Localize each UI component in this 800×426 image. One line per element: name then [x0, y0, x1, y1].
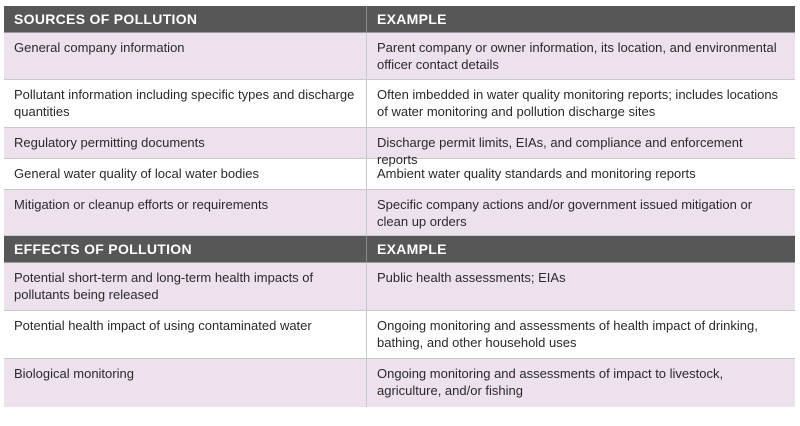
- table-row: [4, 311, 795, 359]
- source-cell: [4, 128, 367, 158]
- example-cell: [367, 128, 795, 167]
- example-cell: [367, 190, 795, 235]
- example-text: Public health assessments; EIAs: [377, 270, 566, 285]
- example-text: Ongoing monitoring and assessments of impact to livestock, agriculture, and/or fishing: [377, 366, 724, 398]
- header-example: EXAMPLE: [377, 240, 447, 257]
- table-header-sources: [4, 6, 795, 33]
- header-sources-of-pollution: SOURCES OF POLLUTION: [4, 6, 367, 32]
- effect-cell: [4, 263, 367, 310]
- source-cell: [4, 190, 367, 235]
- example-cell: [367, 33, 795, 79]
- header-effects-of-pollution: EFFECTS OF POLLUTION: [4, 236, 367, 262]
- source-cell: [4, 80, 367, 127]
- example-cell: [367, 311, 795, 358]
- example-text: Often imbedded in water quality monitoring reports; includes locations of water monitoring and pollution discharge sites: [377, 87, 779, 119]
- header-example: EXAMPLE: [377, 10, 447, 27]
- source-cell: [4, 33, 367, 79]
- effect-cell: [4, 359, 367, 407]
- table-row: [4, 128, 795, 167]
- example-cell: [367, 159, 795, 189]
- example-text: Discharge permit limits, EIAs, and compliance and enforcement reports: [377, 135, 743, 167]
- pollution-table: [4, 6, 795, 407]
- table-row: [4, 159, 795, 190]
- example-cell: [367, 359, 795, 407]
- table-row: [4, 263, 795, 311]
- effect-cell: [4, 311, 367, 358]
- table-row: [4, 33, 795, 80]
- source-text: General company information: [14, 40, 185, 55]
- effect-text: Biological monitoring: [14, 366, 134, 381]
- example-text: Ongoing monitoring and assessments of health impact of drinking, bathing, and other household uses: [377, 318, 758, 350]
- source-cell: [4, 159, 367, 189]
- table-header-effects: [4, 236, 795, 263]
- example-text: Ambient water quality standards and monitoring reports: [377, 166, 696, 181]
- table-row: [4, 80, 795, 128]
- example-text: Parent company or owner information, its location, and environmental officer contact details: [377, 40, 777, 72]
- source-text: Pollutant information including specific types and discharge quantities: [14, 87, 355, 119]
- source-text: Mitigation or cleanup efforts or requirements: [14, 197, 269, 212]
- example-cell: [367, 80, 795, 127]
- effect-text: Potential health impact of using contaminated water: [14, 318, 312, 333]
- table-row: [4, 190, 795, 236]
- source-text: General water quality of local water bodies: [14, 166, 259, 181]
- example-cell: [367, 263, 795, 310]
- source-text: Regulatory permitting documents: [14, 135, 205, 150]
- example-text: Specific company actions and/or government issued mitigation or clean up orders: [377, 197, 753, 229]
- effect-text: Potential short-term and long-term health impacts of pollutants being released: [14, 270, 314, 302]
- table-row: [4, 359, 795, 407]
